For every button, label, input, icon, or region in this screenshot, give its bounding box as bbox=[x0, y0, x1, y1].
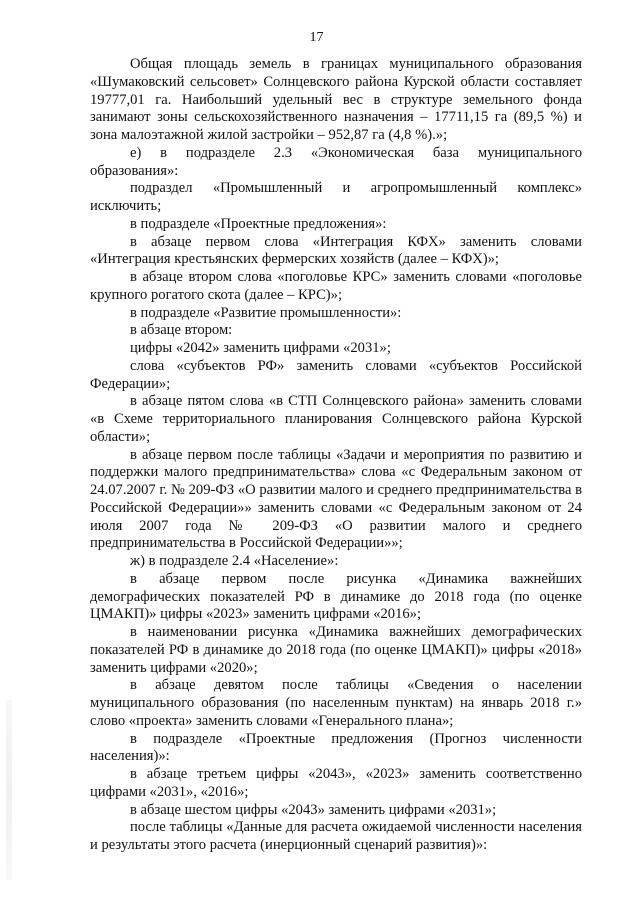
paragraph: в подразделе «Развитие промышленности»: bbox=[130, 304, 402, 321]
paragraph: в подразделе «Проектные предложения»: bbox=[130, 215, 387, 232]
paragraph: цифры «2042» заменить цифрами «2031»; bbox=[130, 340, 391, 356]
paragraph: в абзаце первом после таблицы «Задачи и мероприятия по развитию и поддержки малого предпринимательства» слова «с Федеральным законом от 24.07.2007 г. № 209-ФЗ «О развитии малого и среднего предпринимательства в Российской Федерации»» заменить словами «с Федеральным законом от 24 июля 2007 года № 209-ФЗ «О развитии малого и среднего предпринимательства в Российской Федерации»»; bbox=[90, 446, 582, 552]
paragraph: подраздел «Промышленный и агропромышленный комплекс» исключить; bbox=[90, 180, 582, 214]
paragraph: в абзаце третьем цифры «2043», «2023» заменить соответственно цифрами «2031», «2016»; bbox=[90, 766, 582, 800]
paragraph: в наименовании рисунка «Динамика важнейших демографических показателей РФ в динамике до 2018 года (по оценке ЦМАКП)» цифры «2018» заменить цифрами «2020»; bbox=[90, 624, 582, 676]
paragraph: в абзаце девятом после таблицы «Сведения о населении муниципального образования (по населенным пунктам) на январь 2018 г.» слово «проекта» заменить словами «Генерального плана»; bbox=[90, 677, 582, 729]
paragraph: слова «субъектов РФ» заменить словами «субъектов Российской Федерации»; bbox=[90, 357, 582, 392]
document-body bbox=[90, 56, 582, 855]
paragraph: в абзаце втором слова «поголовье КРС» заменить словами «поголовье крупного рогатого скота (далее – КРС)»; bbox=[90, 269, 582, 303]
paragraph: в абзаце пятом слова «в СТП Солнцевского района» заменить словами «в Схеме территориального планирования Солнцевского района Курской области»; bbox=[90, 393, 582, 445]
paragraph: в абзаце шестом цифры «2043» заменить цифрами «2031»; bbox=[130, 801, 497, 818]
paragraph: Общая площадь земель в границах муниципального образования «Шумаковский сельсовет» Солнцевского района Курской области составляет 19777,01 га. Наибольший удельный вес в структуре земельного фонда занимают зоны сельскохозяйственного назначения – 17711,15 га (89,5 %) и зона малоэтажной жилой застройки – 952,87 га (4,8 %).»; bbox=[90, 56, 582, 143]
scan-edge-mark bbox=[6, 700, 12, 880]
paragraph: ж) в подразделе 2.4 «Население»: bbox=[130, 553, 339, 569]
paragraph: в абзаце втором: bbox=[130, 322, 233, 339]
paragraph: е) в подразделе 2.3 «Экономическая база муниципального образования»: bbox=[90, 144, 582, 179]
paragraph: в абзаце первом после рисунка «Динамика важнейших демографических показателей РФ в динамике до 2018 года (по оценке ЦМАКП)» цифры «2023» заменить цифрами «2016»; bbox=[90, 570, 582, 623]
page-number: 17 bbox=[309, 30, 324, 45]
paragraph: после таблицы «Данные для расчета ожидаемой численности населения и результаты этого расчета (инерционный сценарий развития)»: bbox=[90, 819, 582, 853]
paragraph: в подразделе «Проектные предложения (Прогноз численности населения)»: bbox=[90, 730, 582, 765]
paragraph: в абзаце первом слова «Интеграция КФХ» заменить словами «Интеграция крестьянских фермерских хозяйств (далее – КФХ)»; bbox=[90, 233, 582, 268]
